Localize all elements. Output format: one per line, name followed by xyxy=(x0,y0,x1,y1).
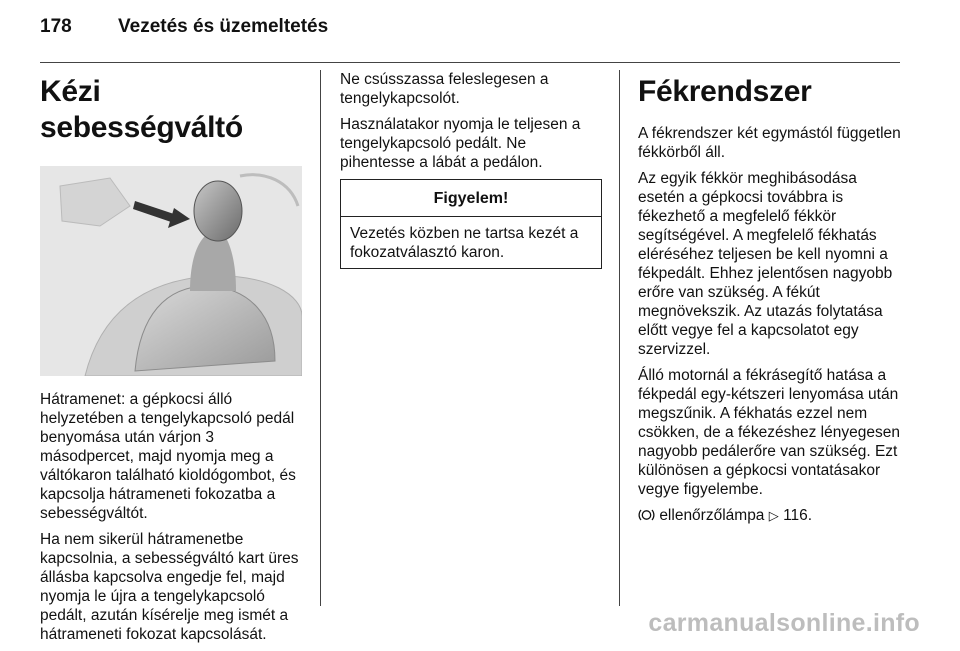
manual-gearbox-heading: Kézi sebességváltó xyxy=(40,75,243,144)
warning-text: Vezetés közben ne tartsa kezét a fokozatválasztó karon. xyxy=(350,225,579,261)
brake-text-1: A fékrendszer két egymástól független fékkörből áll. xyxy=(638,125,901,161)
clutch-text-1: Ne csússzassa feleslegesen a tengelykapcsolót. xyxy=(340,71,549,107)
watermark: carmanualsonline.info xyxy=(648,609,920,637)
warning-title: Figyelem! xyxy=(341,180,601,217)
brake-lamp-reference xyxy=(638,506,904,525)
column-2 xyxy=(340,70,602,269)
brake-warning-icon xyxy=(638,507,659,524)
brake-text-2: Az egyik fékkör meghibásodása esetén a gépkocsi továbbra is fékezhető a megfelelő fékkör segítségével. A megfelelő fékhatás eléréséhez teljesen be kell nyomni a fékpedált. Ehhez jelentősen nagyobb erőre van szükség. A fékút megnövekszik. Az utazás folytatása előtt vegye fel a kapcsolatot egy szervizzel. xyxy=(638,170,893,358)
page-reference-icon: ▷ xyxy=(768,508,779,523)
column-divider-2 xyxy=(619,70,620,606)
page-reference-link[interactable]: 116. xyxy=(783,507,813,524)
page-number: 178 xyxy=(40,16,72,37)
reverse-retry-text: Ha nem sikerül hátramenetbe kapcsolnia, a sebességváltó kart üres állásba kapcsolva engedje fel, majd nyomja le újra a tengelykapcsoló pedált, azután kísérelje meg ismét a hátrameneti fokozat kapcsolását. xyxy=(40,531,299,643)
column-1 xyxy=(40,70,304,651)
brake-system-heading: Fékrendszer xyxy=(638,75,812,108)
warning-box xyxy=(340,179,602,269)
gear-shifter-illustration xyxy=(40,166,302,376)
lamp-label: ellenőrzőlámpa xyxy=(659,507,765,524)
header-rule xyxy=(40,62,900,63)
gear-shifter-drawing xyxy=(40,166,302,376)
reverse-gear-text: Hátramenet: a gépkocsi álló helyzetében a tengelykapcsoló pedál benyomása után várjon 3 másodpercet, majd nyomja meg a váltókaron található kioldógombot, és kapcsolja hátrameneti fokozatba a sebességváltót. xyxy=(40,391,296,522)
section-title: Vezetés és üzemeltetés xyxy=(118,16,329,37)
column-divider-1 xyxy=(320,70,321,606)
brake-text-3: Álló motornál a fékrásegítő hatása a fékpedál egy-kétszeri lenyomása után megszűnik. A fékhatás ezzel nem csökken, de a fékezéshez lényegesen nagyobb pedálerőre van szükség. Ezt különösen a gépkocsi vontatásakor vegye figyelembe. xyxy=(638,367,900,498)
column-3 xyxy=(638,70,904,532)
page-header xyxy=(40,16,328,38)
clutch-text-2: Használatakor nyomja le teljesen a tengelykapcsoló pedált. Ne pihentesse a lábát a pedálon. xyxy=(340,116,581,171)
